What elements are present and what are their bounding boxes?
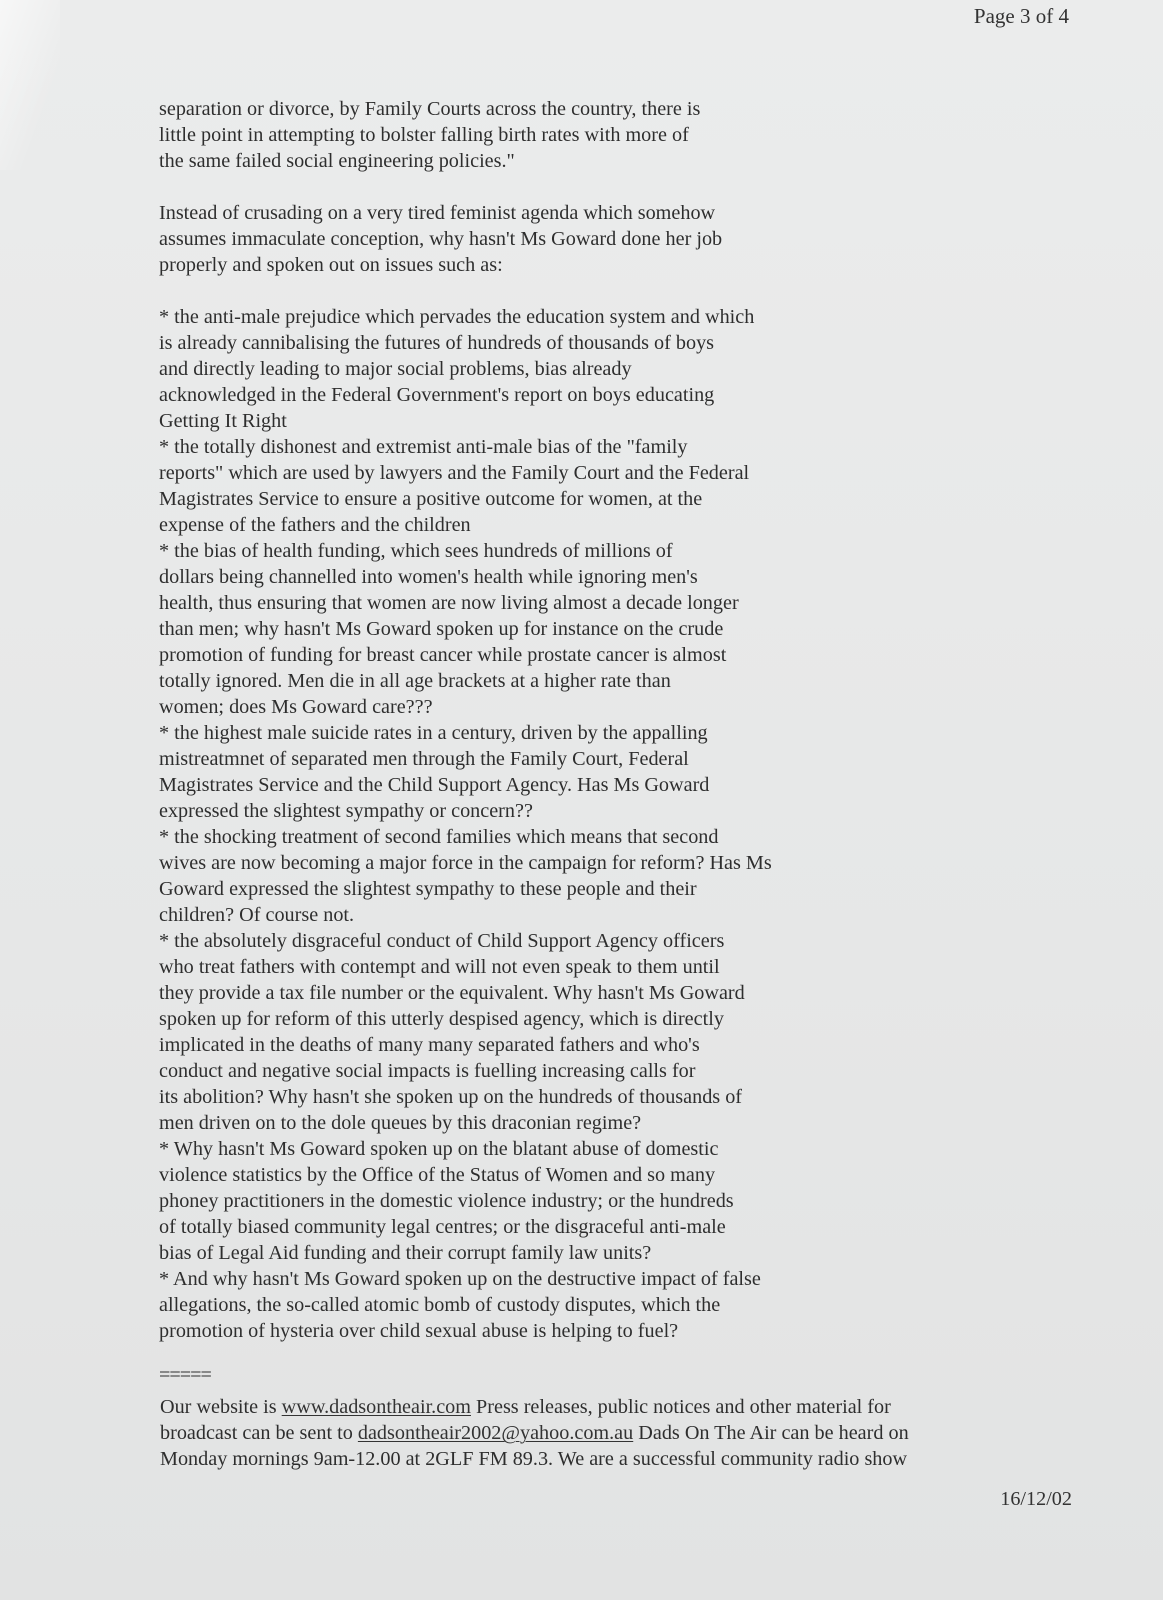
- separator-rule: =====: [159, 1364, 211, 1386]
- issue-line: allegations, the so-called atomic bomb of custody disputes, which the: [159, 1294, 721, 1316]
- issue-line: women; does Ms Goward care???: [159, 696, 433, 718]
- issue-line: expense of the fathers and the children: [159, 514, 471, 536]
- issue-line: Getting It Right: [159, 410, 287, 432]
- document-date: 16/12/02: [1000, 1488, 1072, 1510]
- issue-line: totally ignored. Men die in all age brackets at a higher rate than: [159, 670, 671, 692]
- footer-line-1: [160, 1394, 1060, 1420]
- issue-line: Goward expressed the slightest sympathy to these people and their: [159, 878, 697, 900]
- footer-text-segment: broadcast can be sent to: [160, 1422, 358, 1444]
- issue-line: * the shocking treatment of second families which means that second: [159, 826, 719, 848]
- issue-line: and directly leading to major social problems, bias already: [159, 358, 632, 380]
- question-line: assumes immaculate conception, why hasn't Ms Goward done her job: [159, 228, 723, 250]
- website-link[interactable]: www.dadsontheair.com: [281, 1396, 471, 1418]
- email-link[interactable]: dadsontheair2002@yahoo.com.au: [357, 1422, 634, 1444]
- issue-line: expressed the slightest sympathy or concern??: [159, 800, 533, 822]
- page-edge-shadow: [0, 0, 60, 170]
- issue-line: they provide a tax file number or the equivalent. Why hasn't Ms Goward: [159, 982, 745, 1004]
- issue-line: Magistrates Service to ensure a positive outcome for women, at the: [159, 488, 703, 510]
- issue-line: violence statistics by the Office of the Status of Women and so many: [159, 1164, 716, 1186]
- issue-line: * the bias of health funding, which sees hundreds of millions of: [159, 540, 673, 562]
- page-number: Page 3 of 4: [973, 4, 1069, 28]
- issue-line: * the highest male suicide rates in a century, driven by the appalling: [159, 722, 708, 744]
- issue-line: implicated in the deaths of many many separated fathers and who's: [159, 1034, 700, 1056]
- footer-line-3: Monday mornings 9am-12.00 at 2GLF FM 89.3. We are a successful community radio show: [160, 1448, 908, 1470]
- issue-line: its abolition? Why hasn't she spoken up on the hundreds of thousands of: [159, 1086, 743, 1108]
- issue-line: acknowledged in the Federal Government's report on boys educating: [159, 384, 715, 406]
- issue-line: * the absolutely disgraceful conduct of Child Support Agency officers: [159, 930, 725, 952]
- footer-text-segment: Press releases, public notices and other material for: [470, 1396, 891, 1418]
- footer-text-segment: Dads On The Air can be heard on: [633, 1422, 909, 1444]
- intro-line: separation or divorce, by Family Courts across the country, there is: [159, 98, 701, 120]
- issue-line: * And why hasn't Ms Goward spoken up on the destructive impact of false: [159, 1268, 761, 1290]
- issue-line: of totally biased community legal centres; or the disgraceful anti-male: [159, 1216, 726, 1238]
- issue-line: phoney practitioners in the domestic violence industry; or the hundreds: [159, 1190, 734, 1212]
- issue-line: * Why hasn't Ms Goward spoken up on the blatant abuse of domestic: [159, 1138, 719, 1160]
- question-line: properly and spoken out on issues such as:: [159, 254, 503, 276]
- paragraph-gap: [159, 278, 1019, 304]
- issue-line: health, thus ensuring that women are now living almost a decade longer: [159, 592, 739, 614]
- issue-line: than men; why hasn't Ms Goward spoken up for instance on the crude: [159, 618, 724, 640]
- issue-line: men driven on to the dole queues by this draconian regime?: [159, 1112, 642, 1134]
- issue-line: mistreatmnet of separated men through the Family Court, Federal: [159, 748, 689, 770]
- issue-line: bias of Legal Aid funding and their corrupt family law units?: [159, 1242, 652, 1264]
- issue-line: children? Of course not.: [159, 904, 355, 926]
- intro-line: the same failed social engineering policies.": [159, 150, 515, 172]
- issue-line: conduct and negative social impacts is fuelling increasing calls for: [159, 1060, 696, 1082]
- issue-line: promotion of funding for breast cancer while prostate cancer is almost: [159, 644, 727, 666]
- footer-notice: [160, 1394, 1060, 1472]
- issue-line: * the totally dishonest and extremist anti-male bias of the "family: [159, 436, 688, 458]
- issue-line: who treat fathers with contempt and will not even speak to them until: [159, 956, 720, 978]
- issue-line: is already cannibalising the futures of hundreds of thousands of boys: [159, 332, 715, 354]
- issue-line: spoken up for reform of this utterly despised agency, which is directly: [159, 1008, 724, 1030]
- issue-line: dollars being channelled into women's health while ignoring men's: [159, 566, 698, 588]
- issue-line: * the anti-male prejudice which pervades the education system and which: [159, 306, 755, 328]
- intro-paragraph: [159, 96, 1019, 174]
- issue-line: promotion of hysteria over child sexual abuse is helping to fuel?: [159, 1320, 679, 1342]
- question-line: Instead of crusading on a very tired feminist agenda which somehow: [159, 202, 716, 224]
- footer-line-2: [160, 1420, 1060, 1446]
- intro-line: little point in attempting to bolster falling birth rates with more of: [159, 124, 689, 146]
- issues-list: [159, 304, 1019, 1344]
- question-paragraph: [159, 200, 1019, 278]
- issue-line: Magistrates Service and the Child Support Agency. Has Ms Goward: [159, 774, 710, 796]
- issue-line: wives are now becoming a major force in the campaign for reform? Has Ms: [159, 852, 772, 874]
- letter-body: [159, 96, 1019, 1384]
- issue-line: reports" which are used by lawyers and the Family Court and the Federal: [159, 462, 750, 484]
- paragraph-gap: [159, 174, 1019, 200]
- footer-text-segment: Our website is: [160, 1396, 282, 1418]
